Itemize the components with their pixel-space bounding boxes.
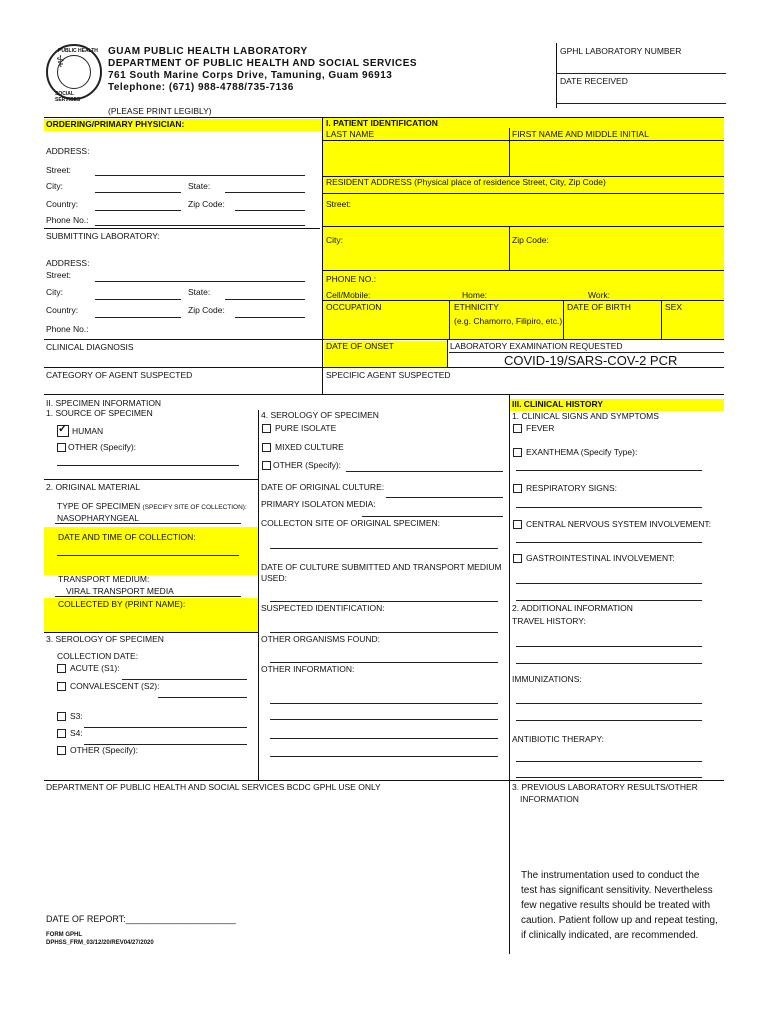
used-label: USED:: [261, 573, 287, 583]
date-of-report[interactable]: DATE OF REPORT:______________________: [46, 914, 236, 924]
physician-zip: Zip Code:: [188, 199, 225, 209]
other-organisms: OTHER ORGANISMS FOUND:: [261, 634, 381, 644]
resident-address-label: RESIDENT ADDRESS (Physical place of residence Street, City, Zip Code): [326, 177, 606, 187]
pure-isolate-checkbox[interactable]: [262, 424, 271, 433]
exanthema-checkbox[interactable]: [513, 448, 522, 457]
gphl-number-field[interactable]: [556, 73, 726, 74]
patient-block: [323, 118, 724, 339]
lab-city: City:: [46, 287, 63, 297]
source-other-label: OTHER (Specify):: [68, 442, 137, 452]
cns-label: CENTRAL NERVOUS SYSTEM INVOLVEMENT:: [526, 519, 711, 529]
collected-by-label: COLLECTED BY (PRINT NAME):: [58, 599, 186, 609]
gi-checkbox[interactable]: [513, 554, 522, 563]
clinical-diagnosis: CLINICAL DIAGNOSIS: [46, 342, 134, 352]
physician-phone-field[interactable]: [95, 225, 305, 226]
ethnicity-label: ETHNICITY: [454, 302, 499, 312]
physician-address: ADDRESS:: [46, 146, 90, 156]
date-received-label: DATE RECEIVED: [560, 76, 628, 86]
type-of-specimen-note: (SPECIFY SITE OF COLLECTION):: [142, 504, 247, 511]
human-label: HUMAN: [72, 426, 104, 436]
mixed-culture-checkbox[interactable]: [262, 443, 271, 452]
transport-medium-label: TRANSPORT MEDIUM:: [58, 574, 150, 584]
note-line1: The instrumentation used to conduct the: [521, 870, 700, 881]
type-of-specimen-value[interactable]: NASOPHARYNGEAL: [57, 513, 140, 523]
s3-label: S3:: [70, 711, 83, 721]
note-line4: caution. Patient follow up and repeat testing,: [521, 915, 718, 926]
lab-state: State:: [188, 287, 211, 297]
resident-zip-label: Zip Code:: [512, 235, 549, 245]
collection-date-label: COLLECTION DATE:: [57, 651, 139, 661]
lab-state-field[interactable]: [225, 299, 305, 300]
culture-other-field[interactable]: [346, 471, 503, 472]
header-line4: Telephone: (671) 988-4788/735-7136: [108, 82, 294, 93]
culture-submitted-field[interactable]: [270, 601, 498, 602]
ethnicity-example: (e.g. Chamorro, Filipiro, etc.): [454, 316, 563, 326]
antibiotic-therapy: ANTIBIOTIC THERAPY:: [512, 734, 604, 744]
type-of-specimen-label: TYPE OF SPECIMEN: [57, 501, 141, 511]
mixed-culture-label: MIXED CULTURE: [275, 442, 344, 452]
gphl-use-only: DEPARTMENT OF PUBLIC HEALTH AND SOCIAL SERVICES BCDC GPHL USE ONLY: [46, 782, 381, 792]
header-line2: DEPARTMENT OF PUBLIC HEALTH AND SOCIAL SERVICES: [108, 58, 418, 69]
exam-requested-label: LABORATORY EXAMINATION REQUESTED: [450, 341, 623, 351]
fever-checkbox[interactable]: [513, 424, 522, 433]
s4-checkbox[interactable]: [57, 729, 66, 738]
sex-label: SEX: [665, 302, 683, 312]
culture-other-label: OTHER (Specify):: [273, 460, 342, 470]
convalescent-label: CONVALESCENT (S2):: [70, 681, 160, 691]
dphss-seal: [46, 44, 102, 103]
first-name-label: FIRST NAME AND MIDDLE INITIAL: [512, 129, 649, 139]
fever-label: FEVER: [526, 423, 555, 433]
clinical-history-title: III. CLINICAL HISTORY: [510, 399, 724, 411]
date-of-onset-label: DATE OF ONSET: [324, 341, 447, 367]
note-line5: if clinically indicated, are recommended.: [521, 930, 699, 941]
cns-checkbox[interactable]: [513, 520, 522, 529]
date-culture-submitted: DATE OF CULTURE SUBMITTED AND TRANSPORT MEDIUM: [261, 562, 502, 572]
lab-zip-field[interactable]: [235, 317, 305, 318]
human-checkbox[interactable]: [57, 425, 69, 437]
home-label: Home:: [462, 290, 488, 300]
lab-country-field[interactable]: [95, 317, 181, 318]
convalescent-checkbox[interactable]: [57, 682, 66, 691]
serology-other-checkbox[interactable]: [57, 746, 66, 755]
exam-requested-value[interactable]: COVID-19/SARS-COV-2 PCR: [504, 353, 678, 368]
other-info-line1[interactable]: [270, 703, 498, 704]
lab-city-field[interactable]: [95, 299, 181, 300]
collection-site: COLLECTON SITE OF ORIGINAL SPECIMEN:: [261, 518, 441, 528]
travel-field-2[interactable]: [516, 663, 702, 664]
collection-site-field[interactable]: [270, 548, 498, 549]
physician-zip-field[interactable]: [235, 210, 305, 211]
resident-street-label: Street:: [326, 199, 352, 209]
gi-field-2[interactable]: [516, 600, 702, 601]
acute-checkbox[interactable]: [57, 664, 66, 673]
header-line1: GUAM PUBLIC HEALTH LABORATORY: [108, 46, 308, 57]
source-other-field[interactable]: [57, 465, 239, 466]
exanthema-label: EXANTHEMA (Specify Type):: [526, 447, 638, 457]
work-label: Work:: [588, 290, 611, 300]
primary-isolation-field[interactable]: [362, 516, 503, 517]
form-id-1: FORM GPHL: [46, 932, 82, 938]
previous-results: 3. PREVIOUS LABORATORY RESULTS/OTHER: [512, 782, 698, 792]
travel-field-1[interactable]: [516, 646, 702, 647]
s3-field[interactable]: [84, 727, 247, 728]
immunizations: IMMUNIZATIONS:: [512, 674, 582, 684]
last-name-label: LAST NAME: [326, 129, 375, 139]
culture-other-checkbox[interactable]: [262, 461, 271, 470]
patient-title: I. PATIENT IDENTIFICATION: [326, 118, 438, 128]
seal-bottom-text: SOCIAL SERVICES: [55, 91, 81, 103]
antibiotic-field-1[interactable]: [516, 761, 702, 762]
gphl-number-label: GPHL LABORATORY NUMBER: [560, 46, 682, 56]
physician-title: ORDERING/PRIMARY PHYSICIAN:: [44, 119, 324, 131]
source-of-specimen: 1. SOURCE OF SPECIMEN: [46, 408, 153, 418]
occupation-label: OCCUPATION: [326, 302, 382, 312]
phone-label: PHONE NO.:: [326, 274, 377, 284]
respiratory-field[interactable]: [516, 507, 702, 508]
primary-isolation-media: PRIMARY ISOLATON MEDIA:: [261, 499, 376, 509]
immunizations-field-2[interactable]: [516, 720, 702, 721]
form-id-2: DPHSS_FRM_03/12/20/REV04/27/2020: [46, 940, 154, 946]
cns-field[interactable]: [516, 542, 702, 543]
submitting-lab-title: SUBMITTING LABORATORY:: [46, 231, 160, 241]
source-other-checkbox[interactable]: [57, 443, 66, 452]
specific-agent-label: SPECIFIC AGENT SUSPECTED: [326, 370, 451, 380]
convalescent-field[interactable]: [158, 697, 247, 698]
lab-address: ADDRESS:: [46, 258, 90, 268]
physician-phone: Phone No.:: [46, 215, 89, 225]
dob-label: DATE OF BIRTH: [567, 302, 631, 312]
lab-zip: Zip Code:: [188, 305, 225, 315]
serology3-title: 3. SEROLOGY OF SPECIMEN: [46, 634, 164, 644]
lab-street-field[interactable]: [95, 281, 305, 282]
additional-info: 2. ADDITIONAL INFORMATION: [512, 603, 633, 613]
travel-history: TRAVEL HISTORY:: [512, 616, 586, 626]
serology-other-label: OTHER (Specify):: [70, 745, 139, 755]
s3-checkbox[interactable]: [57, 712, 66, 721]
physician-city-field[interactable]: [95, 192, 181, 193]
physician-street: Street:: [46, 165, 72, 175]
acute-field[interactable]: [122, 679, 247, 680]
physician-country: Country:: [46, 199, 79, 209]
suspected-identification: SUSPECTED IDENTIFICATION:: [261, 603, 385, 613]
seal-top-text: PUBLIC HEALTH: [58, 48, 98, 54]
header-line3: 761 South Marine Corps Drive, Tamuning, Guam 96913: [108, 70, 393, 81]
previous-results-info: INFORMATION: [520, 794, 579, 804]
pure-isolate-label: PURE ISOLATE: [275, 423, 337, 433]
other-info-line2[interactable]: [270, 719, 498, 720]
s4-label: S4:: [70, 728, 83, 738]
gi-label: GASTROINTESTINAL INVOLVEMENT:: [526, 553, 675, 563]
immunizations-field-1[interactable]: [516, 703, 702, 704]
category-agent: CATEGORY OF AGENT SUSPECTED: [46, 370, 193, 380]
specimen-info-title: II. SPECIMEN INFORMATION: [46, 398, 162, 408]
original-material: 2. ORIGINAL MATERIAL: [46, 482, 140, 492]
exanthema-field[interactable]: [516, 470, 702, 471]
clinical-signs: 1. CLINICAL SIGNS AND SYMPTOMS: [512, 411, 659, 421]
lab-street: Street:: [46, 270, 72, 280]
physician-state-field[interactable]: [225, 192, 305, 193]
date-time-collection-field[interactable]: [57, 555, 239, 556]
cell-label: Cell/Mobile:: [326, 290, 371, 300]
lab-country: Country:: [46, 305, 79, 315]
acute-label: ACUTE (S1):: [70, 663, 120, 673]
other-info-line4[interactable]: [270, 756, 498, 757]
respiratory-label: RESPIRATORY SIGNS:: [526, 483, 618, 493]
physician-country-field[interactable]: [95, 210, 181, 211]
respiratory-checkbox[interactable]: [513, 484, 522, 493]
date-time-collection-label: DATE AND TIME OF COLLECTION:: [58, 532, 196, 542]
note-line2: test has significant sensitivity. Nevertheless: [521, 885, 713, 896]
lab-phone: Phone No.:: [46, 324, 89, 334]
physician-street-field[interactable]: [95, 175, 305, 176]
physician-state: State:: [188, 181, 211, 191]
suspected-id-field[interactable]: [270, 632, 498, 633]
other-information: OTHER INFORMATION:: [261, 664, 355, 674]
transport-medium-value[interactable]: VIRAL TRANSPORT MEDIA: [66, 586, 174, 596]
gi-field-1[interactable]: [516, 583, 702, 584]
print-legibly: (PLEASE PRINT LEGIBLY): [108, 106, 212, 116]
note-line3: few negative results should be treated with: [521, 900, 710, 911]
serology4-title: 4. SEROLOGY OF SPECIMEN: [261, 410, 379, 420]
date-received-field[interactable]: [556, 103, 726, 104]
date-original-culture-field[interactable]: [386, 497, 503, 498]
other-organisms-field[interactable]: [270, 662, 498, 663]
physician-city: City:: [46, 181, 63, 191]
other-info-line3[interactable]: [270, 738, 498, 739]
antibiotic-field-2[interactable]: [516, 777, 702, 778]
resident-city-label: City:: [326, 235, 343, 245]
date-original-culture: DATE OF ORIGINAL CULTURE:: [261, 482, 385, 492]
seal-emblem-icon: ⚕: [56, 54, 65, 71]
